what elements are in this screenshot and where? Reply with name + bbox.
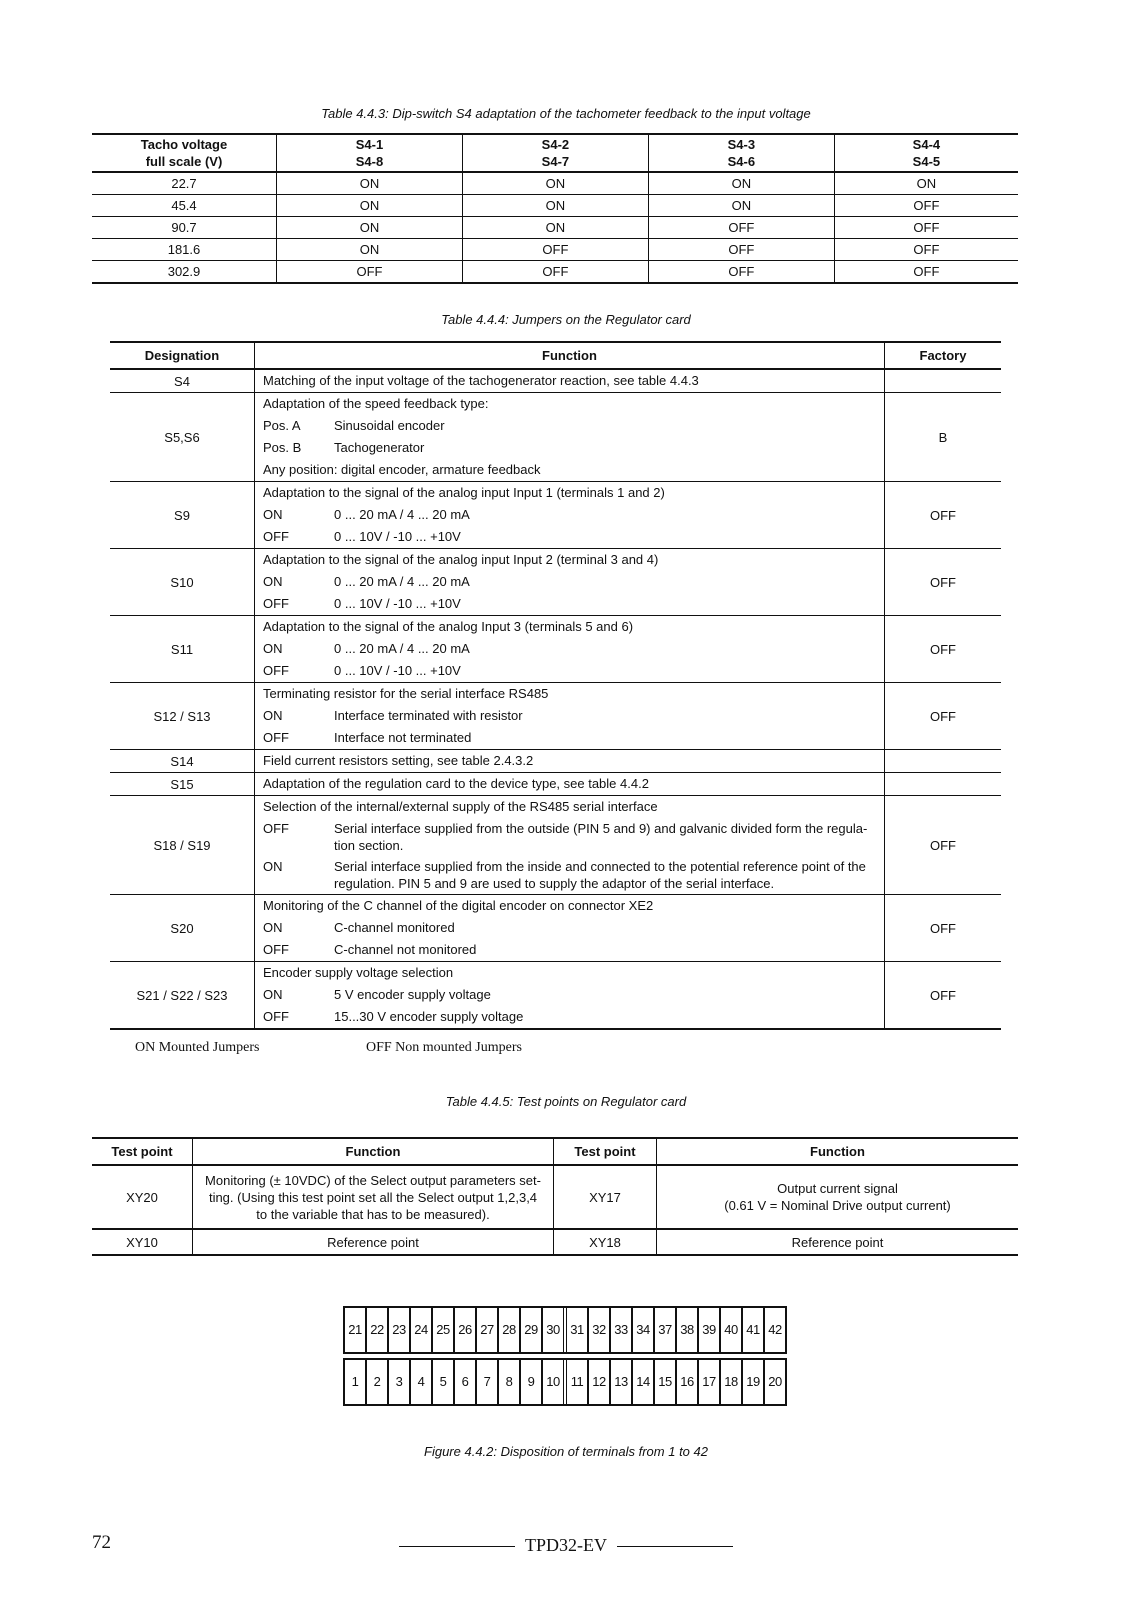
option-value: 0 ... 20 mA / 4 ... 20 mA: [334, 574, 470, 589]
table-row: [92, 172, 1018, 195]
option-value: Tachogenerator: [334, 440, 425, 455]
function-option: [263, 939, 876, 961]
option-value: Interface not terminated: [334, 730, 472, 745]
terminal: 3: [387, 1360, 409, 1404]
function-option: [263, 571, 876, 593]
option-value: Serial interface supplied from the inside and connected to the potential reference point of the regulation. PIN 5 and 9 are used to supply the adaptor of the serial interface.: [334, 859, 866, 891]
test-point-function: Reference point: [657, 1229, 1019, 1255]
function-option: [263, 917, 876, 939]
option-value: Sinusoidal encoder: [334, 418, 445, 433]
function-title: Monitoring of the C channel of the digital encoder on connector XE2: [263, 898, 654, 913]
header-function: Function: [193, 1138, 554, 1165]
table-cell: OFF: [648, 239, 834, 261]
test-point-id: XY18: [554, 1229, 657, 1255]
terminal: 32: [587, 1308, 609, 1352]
terminal: 20: [763, 1360, 785, 1404]
jumper-factory: OFF: [885, 895, 1002, 962]
jumper-function: [255, 895, 885, 962]
table-row: [92, 195, 1018, 217]
option-key: Pos. B: [263, 440, 302, 455]
table-cell: OFF: [277, 261, 463, 284]
table-cell: 22.7: [171, 176, 197, 191]
header-test-point: Test point: [92, 1138, 193, 1165]
table-cell: OFF: [834, 261, 1018, 284]
terminal: 10: [541, 1360, 563, 1404]
jumper-factory: OFF: [885, 962, 1002, 1030]
option-value: 0 ... 10V / -10 ... +10V: [334, 596, 461, 611]
terminal: 42: [763, 1308, 785, 1352]
terminal: 5: [431, 1360, 453, 1404]
option-value: Interface terminated with resistor: [334, 708, 523, 723]
terminal: 19: [741, 1360, 763, 1404]
table-cell: OFF: [834, 217, 1018, 239]
jumper-designation: S4: [174, 373, 190, 389]
function-option: [263, 818, 876, 856]
terminal-group: [345, 1360, 563, 1404]
terminal: 23: [387, 1308, 409, 1352]
table-cell: ON: [462, 195, 648, 217]
terminal: 12: [587, 1360, 609, 1404]
function-text: Adaptation of the regulation card to the device type, see table 4.4.2: [263, 776, 649, 791]
table-444-caption: Table 4.4.4: Jumpers on the Regulator card: [441, 312, 691, 327]
table-cell: ON: [277, 172, 463, 195]
option-key: ON: [263, 708, 283, 723]
header-test-point: Test point: [554, 1138, 657, 1165]
function-option: [263, 1006, 876, 1028]
terminal-group: [563, 1308, 785, 1352]
table-row: [92, 261, 1018, 284]
option-value: 0 ... 10V / -10 ... +10V: [334, 529, 461, 544]
function-option: [263, 660, 876, 682]
function-option: [263, 727, 876, 749]
function-option: [263, 984, 876, 1006]
header-s4-1: S4-1 S4-8: [277, 134, 463, 172]
page-number: 72: [92, 1532, 111, 1553]
test-point-function: Reference point: [193, 1229, 554, 1255]
table-row: [92, 1165, 1018, 1229]
jumper-factory: OFF: [885, 549, 1002, 616]
legend-on: ON Mounted Jumpers: [135, 1040, 260, 1055]
function-note: Any position: digital encoder, armature feedback: [263, 462, 541, 477]
test-point-id: XY20: [126, 1189, 158, 1205]
function-line: Monitoring (± 10VDC) of the Select output parameters set-: [205, 1172, 541, 1188]
jumper-designation: S18 / S19: [110, 796, 255, 895]
table-cell: 45.4: [92, 195, 277, 217]
table-cell: ON: [277, 217, 463, 239]
jumper-row-s12-s13: [110, 683, 1001, 750]
header-tacho-voltage: Tacho voltage full scale (V): [92, 134, 277, 172]
table-row: [92, 217, 1018, 239]
option-key: OFF: [263, 730, 289, 745]
terminal: 13: [609, 1360, 631, 1404]
table-cell: ON: [462, 172, 648, 195]
jumper-row-s21-s22-s23: [110, 962, 1001, 1030]
option-value: 0 ... 10V / -10 ... +10V: [334, 663, 461, 678]
option-key: Pos. A: [263, 418, 301, 433]
footer-title-text: TPD32-EV: [525, 1535, 607, 1555]
terminal: 30: [541, 1308, 563, 1352]
header-s4-4: S4-4 S4-5: [834, 134, 1018, 172]
terminal: 37: [653, 1308, 675, 1352]
jumper-designation: S5,S6: [110, 393, 255, 482]
jumper-factory: OFF: [885, 482, 1002, 549]
function-title: Terminating resistor for the serial interface RS485: [263, 686, 549, 701]
option-value: 5 V encoder supply voltage: [334, 987, 491, 1002]
table-cell: ON: [462, 217, 648, 239]
jumper-factory: [885, 369, 1002, 393]
table-cell: ON: [277, 195, 463, 217]
option-key: OFF: [263, 1009, 289, 1024]
terminal: 24: [409, 1308, 431, 1352]
jumper-factory: OFF: [885, 616, 1002, 683]
header-s4-3: S4-3 S4-6: [648, 134, 834, 172]
test-point-function: [193, 1165, 554, 1229]
table-cell: 302.9: [92, 261, 277, 284]
jumper-function: [255, 482, 885, 549]
jumper-designation: S21 / S22 / S23: [110, 962, 255, 1030]
function-title: Adaptation to the signal of the analog Input 3 (terminals 5 and 6): [263, 619, 634, 634]
footer-title: [0, 1535, 1132, 1556]
terminal: 41: [741, 1308, 763, 1352]
function-option: [263, 526, 876, 548]
terminal: 11: [570, 1374, 584, 1389]
terminal: 28: [497, 1308, 519, 1352]
header-s4-2: S4-2 S4-7: [462, 134, 648, 172]
jumper-designation: S9: [110, 482, 255, 549]
option-key: ON: [263, 987, 283, 1002]
jumper-function: [255, 750, 885, 773]
table-cell: OFF: [462, 261, 648, 284]
terminal: 27: [475, 1308, 497, 1352]
jumper-factory: OFF: [885, 683, 1002, 750]
figure-caption: Figure 4.4.2: Disposition of terminals from 1 to 42: [424, 1444, 708, 1459]
footer-rule: [399, 1546, 515, 1547]
table-cell: ON: [648, 195, 834, 217]
jumper-row-s5-s6: [110, 393, 1001, 482]
terminal: 4: [409, 1360, 431, 1404]
jumper-designation: S11: [110, 616, 255, 683]
terminal: 40: [719, 1308, 741, 1352]
terminal-group: [563, 1360, 785, 1404]
option-key: OFF: [263, 529, 289, 544]
table-cell: ON: [648, 172, 834, 195]
function-option: [263, 593, 876, 615]
jumper-designation: S20: [110, 895, 255, 962]
table-cell: ON: [277, 239, 463, 261]
table-row: [92, 1229, 1018, 1255]
terminal: 18: [719, 1360, 741, 1404]
terminal: 31: [570, 1322, 584, 1337]
function-title: Encoder supply voltage selection: [263, 965, 454, 980]
option-key: OFF: [263, 663, 289, 678]
footer-rule: [617, 1546, 733, 1547]
terminal: 15: [653, 1360, 675, 1404]
function-line: (0.61 V = Nominal Drive output current): [724, 1198, 951, 1213]
jumpers-table: [110, 341, 1001, 1030]
function-option: [263, 856, 876, 894]
jumper-designation: S15: [110, 773, 255, 796]
function-option: [263, 638, 876, 660]
jumper-function: [255, 616, 885, 683]
test-point-id: XY10: [92, 1229, 193, 1255]
jumper-function: [255, 683, 885, 750]
test-point-function: [657, 1165, 1019, 1229]
header-function: Function: [255, 342, 885, 369]
jumper-function: [255, 773, 885, 796]
table-443-caption: Table 4.4.3: Dip-switch S4 adaptation of the tachometer feedback to the input voltage: [321, 106, 811, 121]
header-factory: Factory: [885, 342, 1002, 369]
terminal: 25: [431, 1308, 453, 1352]
function-line: Output current signal: [777, 1181, 898, 1196]
table-cell: OFF: [648, 217, 834, 239]
terminal: 26: [453, 1308, 475, 1352]
test-point-id: XY17: [554, 1165, 657, 1229]
terminal: 34: [631, 1308, 653, 1352]
terminal-group: [345, 1308, 563, 1352]
function-option: [263, 504, 876, 526]
jumper-function: [255, 962, 885, 1030]
function-title: Adaptation of the speed feedback type:: [263, 396, 489, 411]
table-cell: OFF: [834, 239, 1018, 261]
test-points-table: [92, 1137, 1018, 1256]
terminal: 39: [697, 1308, 719, 1352]
option-key: OFF: [263, 942, 289, 957]
function-title: Adaptation to the signal of the analog input Input 1 (terminals 1 and 2): [263, 485, 665, 500]
option-key: ON: [263, 507, 283, 522]
jumper-function: [255, 796, 885, 895]
jumper-row-s14: [110, 750, 1001, 773]
jumper-designation: S12 / S13: [110, 683, 255, 750]
option-key: ON: [263, 920, 283, 935]
terminal: 33: [609, 1308, 631, 1352]
jumper-row-s20: [110, 895, 1001, 962]
jumper-row-s9: [110, 482, 1001, 549]
terminal: 1: [351, 1374, 359, 1389]
jumper-row-s18-s19: [110, 796, 1001, 895]
terminal: 17: [697, 1360, 719, 1404]
terminal: 38: [675, 1308, 697, 1352]
option-key: ON: [263, 859, 283, 874]
terminal: 14: [631, 1360, 653, 1404]
jumper-factory: [885, 773, 1002, 796]
function-option: [263, 437, 876, 459]
table-cell: 181.6: [92, 239, 277, 261]
terminal: 21: [348, 1322, 362, 1337]
function-line: to the variable that has to be measured).: [256, 1206, 490, 1222]
header-designation: Designation: [110, 342, 255, 369]
function-line: ting. (Using this test point set all the Select output 1,2,3,4: [208, 1189, 538, 1205]
terminal: 22: [365, 1308, 387, 1352]
table-cell: 90.7: [92, 217, 277, 239]
function-option: [263, 415, 876, 437]
jumper-function: [255, 549, 885, 616]
terminal: 16: [675, 1360, 697, 1404]
header-function: Function: [657, 1138, 1019, 1165]
function-option: [263, 705, 876, 727]
option-key: ON: [263, 574, 283, 589]
function-title: Adaptation to the signal of the analog input Input 2 (terminal 3 and 4): [263, 552, 659, 567]
jumper-row-s11: [110, 616, 1001, 683]
jumper-row-s4: [110, 369, 1001, 393]
option-value: 0 ... 20 mA / 4 ... 20 mA: [334, 641, 470, 656]
terminal: 6: [453, 1360, 475, 1404]
table-cell: ON: [834, 172, 1018, 195]
jumper-function: [255, 369, 885, 393]
option-key: OFF: [263, 596, 289, 611]
jumper-designation: S14: [110, 750, 255, 773]
table-cell: OFF: [648, 261, 834, 284]
terminal: 29: [519, 1308, 541, 1352]
dip-switch-table: [92, 133, 1018, 284]
option-value: 15...30 V encoder supply voltage: [334, 1009, 524, 1024]
table-cell: OFF: [462, 239, 648, 261]
option-value: 0 ... 20 mA / 4 ... 20 mA: [334, 507, 470, 522]
table-445-caption: Table 4.4.5: Test points on Regulator card: [445, 1094, 687, 1109]
option-value: C-channel not monitored: [334, 942, 477, 957]
option-value: C-channel monitored: [334, 920, 455, 935]
jumper-row-s15: [110, 773, 1001, 796]
option-key: ON: [263, 641, 283, 656]
legend-off: OFF Non mounted Jumpers: [366, 1040, 522, 1055]
table-cell: OFF: [834, 195, 1018, 217]
terminal-row-top: [343, 1306, 787, 1354]
function-text: Matching of the input voltage of the tachogenerator reaction, see table 4.4.3: [263, 373, 699, 388]
jumper-factory: [885, 750, 1002, 773]
terminal: 2: [365, 1360, 387, 1404]
terminal: 9: [519, 1360, 541, 1404]
option-key: OFF: [263, 821, 289, 836]
terminal: 8: [497, 1360, 519, 1404]
option-value: Serial interface supplied from the outside (PIN 5 and 9) and galvanic divided form the regula-tion section.: [334, 821, 868, 853]
terminal-row-bottom: [343, 1358, 787, 1406]
jumper-designation: S10: [110, 549, 255, 616]
table-header: [92, 134, 1018, 172]
jumper-factory: B: [885, 393, 1002, 482]
jumper-row-s10: [110, 549, 1001, 616]
jumper-factory: OFF: [885, 796, 1002, 895]
table-row: [92, 239, 1018, 261]
jumper-function: [255, 393, 885, 482]
function-title: Selection of the internal/external supply of the RS485 serial interface: [263, 799, 658, 814]
function-text: Field current resistors setting, see table 2.4.3.2: [263, 753, 534, 768]
table-header: [110, 342, 1001, 369]
terminal: 7: [475, 1360, 497, 1404]
table-header: [92, 1138, 1018, 1165]
